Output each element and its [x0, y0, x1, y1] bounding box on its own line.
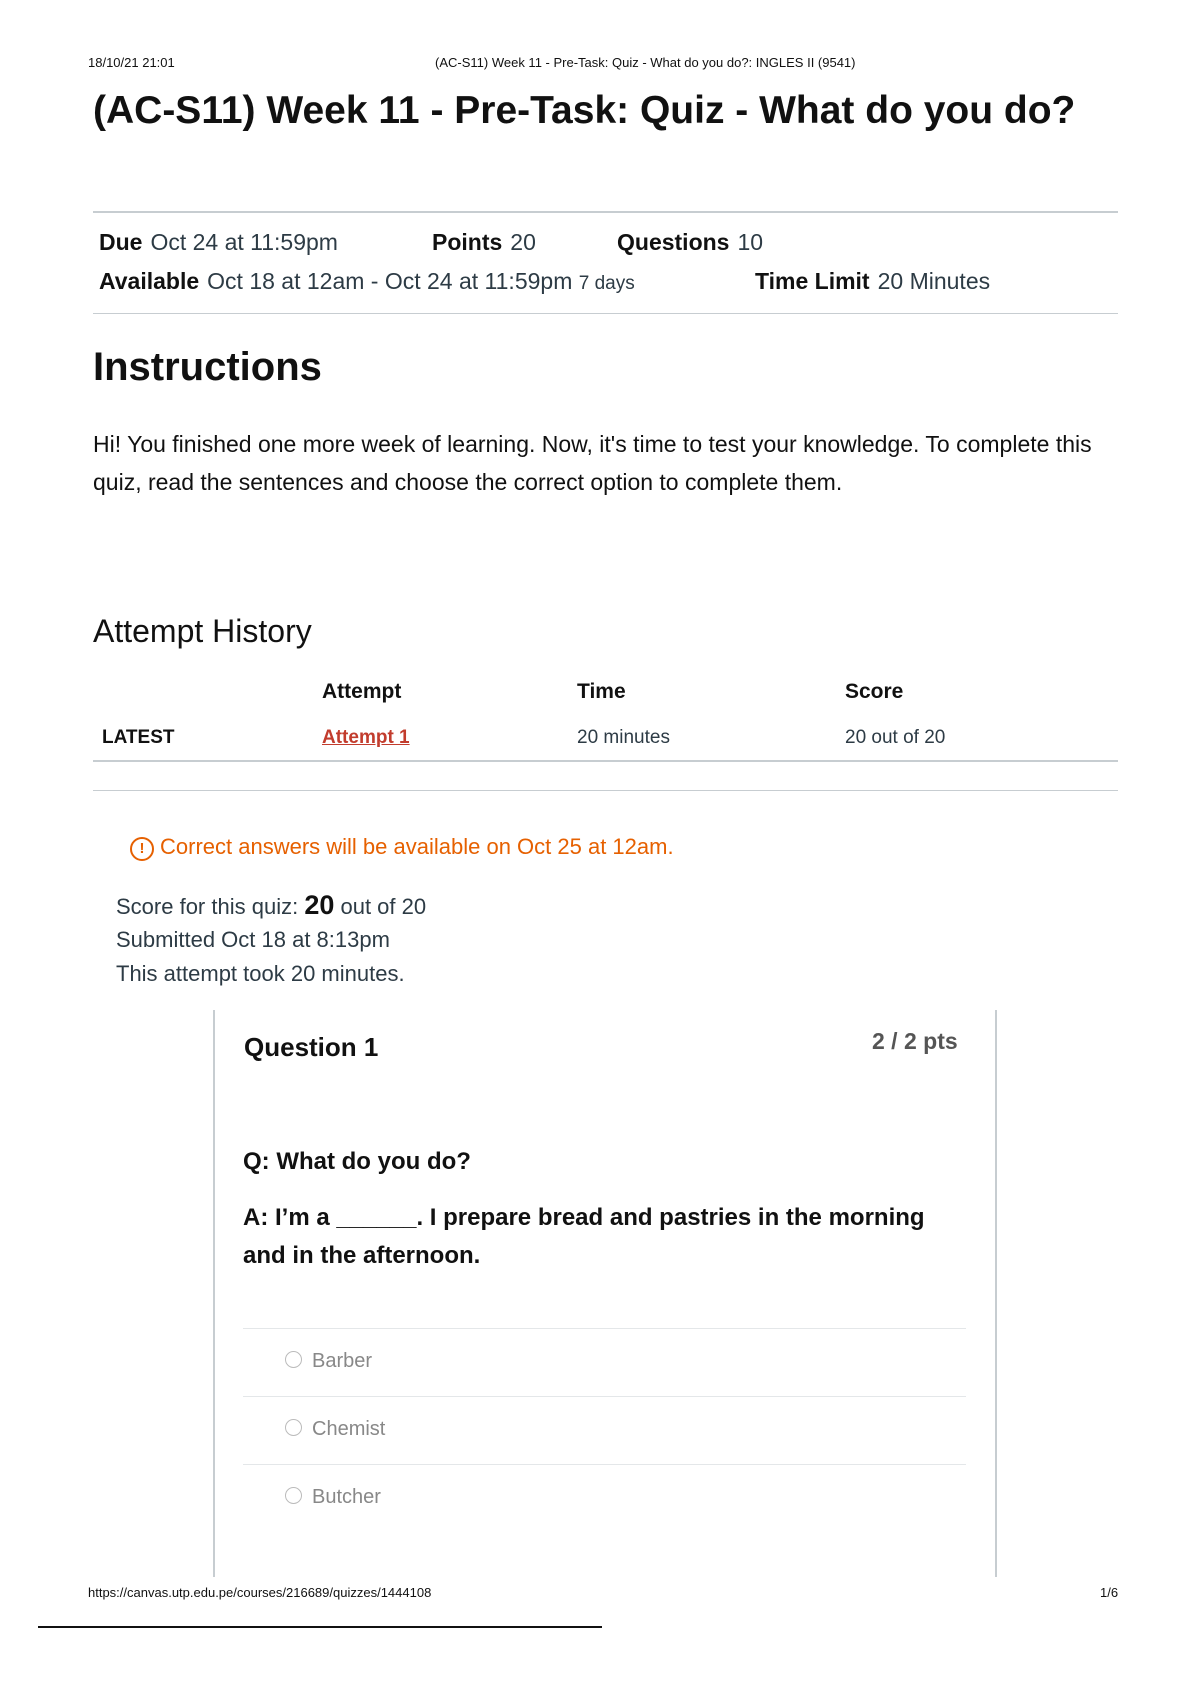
print-date: 18/10/21 21:01	[88, 55, 175, 70]
answer-option[interactable]	[285, 1486, 381, 1509]
points-label: Points	[432, 229, 503, 255]
question-a-line: A: I’m a ______. I prepare bread and pastries in the morning and in the afternoon.	[243, 1204, 925, 1269]
available-days: 7 days	[578, 273, 635, 294]
radio-icon[interactable]	[285, 1487, 302, 1504]
questions-info	[617, 229, 763, 256]
print-url: https://canvas.utp.edu.pe/courses/216689/quizzes/1444108	[88, 1585, 432, 1600]
due-value: Oct 24 at 11:59pm	[150, 229, 338, 255]
instructions-text: Hi! You finished one more week of learning. Now, it's time to test your knowledge. To complete this quiz, read the sentences and choose the correct option to complete them.	[93, 431, 1092, 495]
col-header-time: Time	[577, 680, 626, 703]
points-info	[432, 229, 536, 256]
latest-label: LATEST	[102, 727, 175, 748]
score-prefix: Score for this quiz:	[116, 894, 299, 919]
notice-text: Correct answers will be available on Oct 25 at 12am.	[160, 834, 674, 859]
footer-rule	[38, 1626, 602, 1628]
radio-icon[interactable]	[285, 1419, 302, 1436]
question-points: 2 / 2 pts	[872, 1028, 958, 1054]
print-page-number: 1/6	[1100, 1585, 1119, 1600]
time-limit-label: Time Limit	[755, 268, 870, 294]
alert-circle-icon: !	[130, 837, 154, 861]
answer-divider	[243, 1396, 966, 1397]
time-limit-value: 20 Minutes	[877, 268, 991, 294]
attempt-duration: This attempt took 20 minutes.	[116, 961, 405, 986]
col-header-attempt: Attempt	[322, 680, 402, 703]
question-text	[243, 1143, 963, 1275]
answer-option-label: Chemist	[312, 1418, 386, 1440]
answer-option-label: Butcher	[312, 1486, 381, 1508]
available-label: Available	[99, 268, 200, 294]
col-header-score: Score	[845, 680, 904, 703]
answer-option-label: Barber	[312, 1350, 373, 1372]
attempt-1-link[interactable]: Attempt 1	[322, 727, 410, 748]
attempt-score: 20 out of 20	[845, 727, 946, 748]
questions-value: 10	[737, 229, 764, 255]
answer-divider	[243, 1464, 966, 1465]
due-label: Due	[99, 229, 143, 255]
question-q-line: Q: What do you do?	[243, 1148, 471, 1175]
questions-label: Questions	[617, 229, 730, 255]
answer-option[interactable]	[285, 1418, 385, 1441]
available-info	[99, 268, 635, 295]
instructions-heading: Instructions	[93, 345, 322, 389]
answers-availability-notice	[130, 834, 674, 861]
score-suffix: out of 20	[340, 894, 427, 919]
submitted-time: Submitted Oct 18 at 8:13pm	[116, 927, 390, 952]
table-divider	[93, 760, 1118, 762]
answer-option[interactable]	[285, 1350, 372, 1373]
question-title: Question 1	[244, 1032, 379, 1062]
print-doc-title: (AC-S11) Week 11 - Pre-Task: Quiz - What do you do?: INGLES II (9541)	[435, 55, 856, 70]
time-limit-info	[755, 268, 990, 295]
title-divider	[93, 211, 1118, 213]
available-value: Oct 18 at 12am - Oct 24 at 11:59pm	[207, 268, 573, 294]
attempt-history-heading: Attempt History	[93, 613, 312, 649]
attempt-time: 20 minutes	[577, 727, 670, 748]
score-value: 20	[304, 890, 335, 920]
history-divider	[93, 790, 1118, 791]
meta-divider	[93, 313, 1118, 314]
quiz-score	[116, 890, 426, 921]
due-info	[99, 229, 338, 256]
radio-icon[interactable]	[285, 1351, 302, 1368]
question-box-right-border	[995, 1010, 997, 1577]
page-title: (AC-S11) Week 11 - Pre-Task: Quiz - What do you do?	[93, 89, 1076, 132]
answer-divider	[243, 1328, 966, 1329]
points-value: 20	[510, 229, 536, 255]
question-box-left-border	[213, 1010, 215, 1577]
